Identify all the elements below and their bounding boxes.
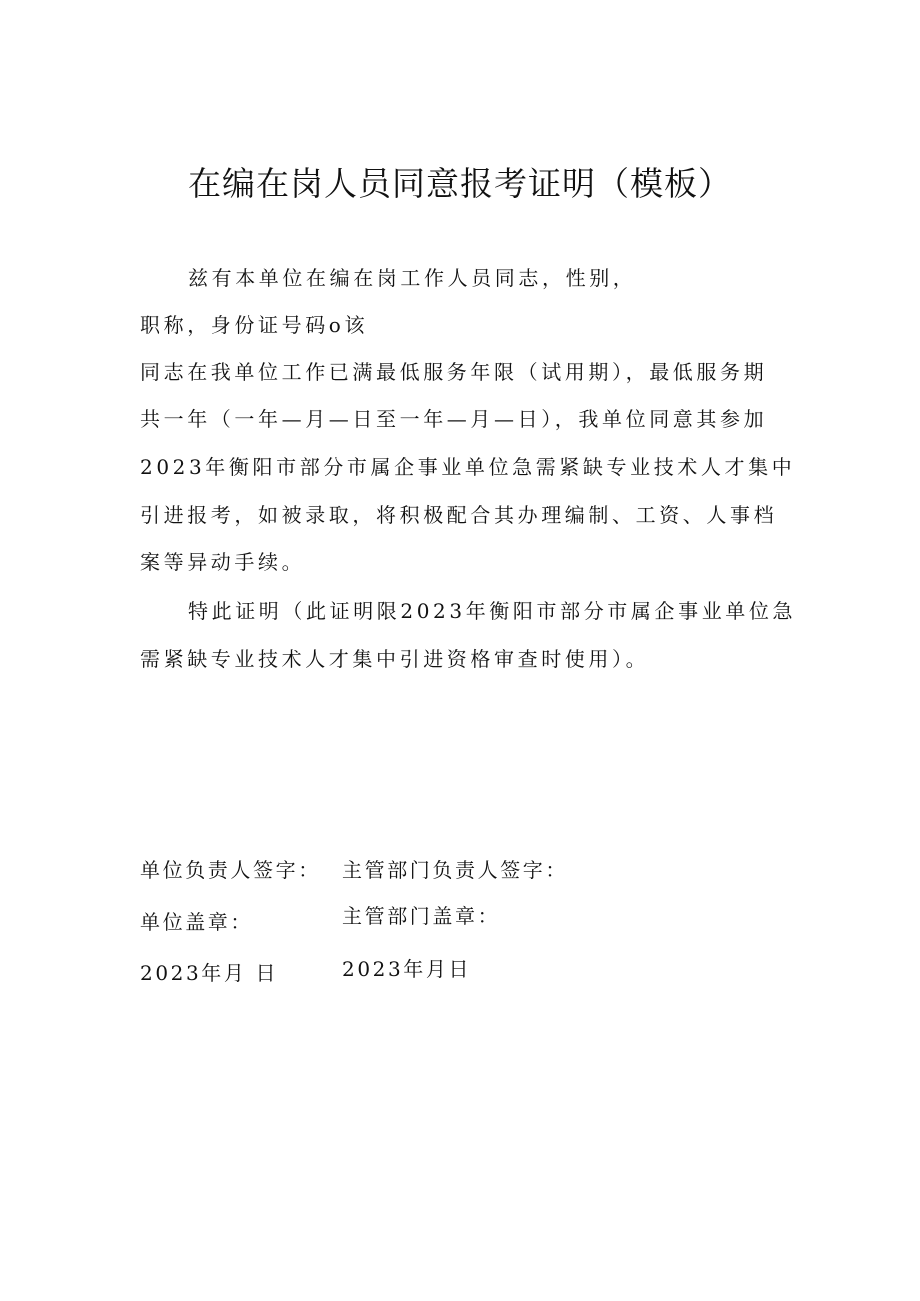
unit-seal-label: 单位盖章： <box>140 910 253 934</box>
document-title: 在编在岗人员同意报考证明（模板） <box>188 164 732 203</box>
dept-seal-label: 主管部门盖章： <box>342 904 501 928</box>
unit-date-label: 2023年月 日 <box>140 961 279 985</box>
body-line-2: 职称，身份证号码o该 <box>140 313 369 337</box>
dept-head-signature-label: 主管部门负责人签字： <box>342 858 568 882</box>
unit-head-signature-label: 单位负责人签字： <box>140 858 321 882</box>
body-line-4: 共一年（一年—月—日至一年—月—日），我单位同意其参加 <box>140 407 768 431</box>
body-line-1: 兹有本单位在编在岗工作人员同志，性别， <box>188 266 637 290</box>
body-line-3: 同志在我单位工作已满最低服务年限（试用期），最低服务期 <box>140 360 768 384</box>
body-line-5: 2023年衡阳市部分市属企事业单位急需紧缺专业技术人才集中 <box>140 455 796 479</box>
body-line-8: 特此证明（此证明限2023年衡阳市部分市属企事业单位急 <box>188 599 797 623</box>
body-line-7: 案等异动手续。 <box>140 550 306 574</box>
dept-date-label: 2023年月日 <box>342 957 472 981</box>
body-line-9: 需紧缺专业技术人才集中引进资格审查时使用）。 <box>140 647 650 671</box>
body-line-6: 引进报考，如被录取，将积极配合其办理编制、工资、人事档 <box>140 503 778 527</box>
